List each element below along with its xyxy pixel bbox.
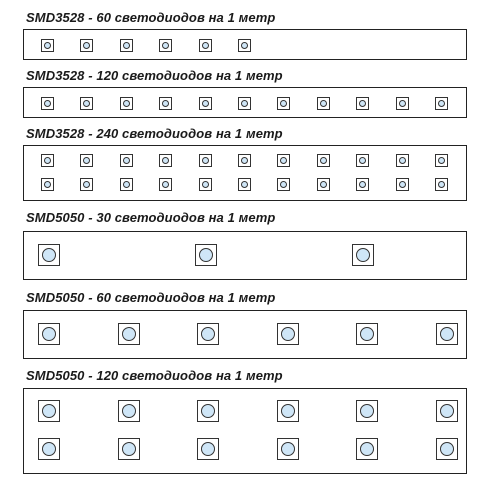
led-lens-icon: [360, 442, 374, 456]
strip-smd5050-120: [23, 388, 467, 474]
led-lens-icon: [440, 327, 454, 341]
led-lens-icon: [359, 181, 366, 188]
led-lens-icon: [280, 100, 287, 107]
led-chip-icon: [197, 438, 219, 460]
led-chip-icon: [277, 178, 290, 191]
led-chip-icon: [317, 178, 330, 191]
led-chip-icon: [277, 154, 290, 167]
led-chip-icon: [356, 178, 369, 191]
led-chip-icon: [396, 178, 409, 191]
strip-title-smd3528-60: SMD3528 - 60 светодиодов на 1 метр: [26, 10, 276, 25]
led-chip-icon: [435, 178, 448, 191]
led-lens-icon: [360, 404, 374, 418]
strip-smd3528-120: [23, 87, 467, 118]
led-lens-icon: [122, 442, 136, 456]
led-chip-icon: [197, 323, 219, 345]
strip-title-smd5050-60: SMD5050 - 60 светодиодов на 1 метр: [26, 290, 276, 305]
strip-title-smd5050-30: SMD5050 - 30 светодиодов на 1 метр: [26, 210, 276, 225]
led-chip-icon: [356, 323, 378, 345]
led-chip-icon: [317, 97, 330, 110]
led-lens-icon: [201, 442, 215, 456]
led-chip-icon: [80, 97, 93, 110]
led-lens-icon: [359, 157, 366, 164]
led-chip-icon: [435, 154, 448, 167]
led-lens-icon: [83, 157, 90, 164]
strip-smd3528-60: [23, 29, 467, 60]
led-lens-icon: [202, 157, 209, 164]
led-lens-icon: [399, 100, 406, 107]
led-chip-icon: [238, 39, 251, 52]
led-chip-icon: [435, 97, 448, 110]
strip-smd5050-60: [23, 310, 467, 359]
led-lens-icon: [162, 157, 169, 164]
led-chip-icon: [197, 400, 219, 422]
led-chip-icon: [199, 97, 212, 110]
led-chip-icon: [396, 154, 409, 167]
led-chip-icon: [436, 400, 458, 422]
led-chip-icon: [238, 154, 251, 167]
led-chip-icon: [120, 154, 133, 167]
led-lens-icon: [281, 442, 295, 456]
led-chip-icon: [41, 178, 54, 191]
led-lens-icon: [201, 327, 215, 341]
led-lens-icon: [83, 100, 90, 107]
led-lens-icon: [281, 404, 295, 418]
led-lens-icon: [44, 181, 51, 188]
led-lens-icon: [162, 100, 169, 107]
led-chip-icon: [195, 244, 217, 266]
led-lens-icon: [280, 181, 287, 188]
strip-title-smd3528-240: SMD3528 - 240 светодиодов на 1 метр: [26, 126, 283, 141]
led-chip-icon: [120, 97, 133, 110]
led-chip-icon: [277, 438, 299, 460]
led-lens-icon: [42, 327, 56, 341]
led-lens-icon: [162, 42, 169, 49]
strip-smd5050-30: [23, 231, 467, 280]
led-chip-icon: [199, 154, 212, 167]
led-chip-icon: [41, 97, 54, 110]
led-lens-icon: [123, 42, 130, 49]
led-lens-icon: [44, 42, 51, 49]
led-lens-icon: [199, 248, 213, 262]
led-lens-icon: [320, 181, 327, 188]
led-chip-icon: [352, 244, 374, 266]
led-lens-icon: [359, 100, 366, 107]
led-chip-icon: [118, 438, 140, 460]
strip-title-smd5050-120: SMD5050 - 120 светодиодов на 1 метр: [26, 368, 283, 383]
led-lens-icon: [438, 157, 445, 164]
led-chip-icon: [277, 323, 299, 345]
led-lens-icon: [399, 181, 406, 188]
led-lens-icon: [438, 181, 445, 188]
led-lens-icon: [202, 100, 209, 107]
led-chip-icon: [277, 400, 299, 422]
led-chip-icon: [356, 438, 378, 460]
led-chip-icon: [120, 39, 133, 52]
led-lens-icon: [83, 42, 90, 49]
led-chip-icon: [41, 39, 54, 52]
led-lens-icon: [201, 404, 215, 418]
led-lens-icon: [123, 181, 130, 188]
led-lens-icon: [122, 404, 136, 418]
led-lens-icon: [438, 100, 445, 107]
led-chip-icon: [238, 178, 251, 191]
led-chip-icon: [159, 154, 172, 167]
led-chip-icon: [356, 400, 378, 422]
led-lens-icon: [241, 157, 248, 164]
led-chip-icon: [238, 97, 251, 110]
led-chip-icon: [199, 39, 212, 52]
led-lens-icon: [356, 248, 370, 262]
led-chip-icon: [80, 39, 93, 52]
strip-smd3528-240: [23, 145, 467, 201]
led-chip-icon: [356, 97, 369, 110]
led-lens-icon: [360, 327, 374, 341]
led-lens-icon: [44, 157, 51, 164]
led-chip-icon: [41, 154, 54, 167]
led-chip-icon: [38, 438, 60, 460]
led-lens-icon: [320, 157, 327, 164]
led-chip-icon: [38, 244, 60, 266]
led-chip-icon: [159, 97, 172, 110]
led-chip-icon: [80, 154, 93, 167]
led-chip-icon: [38, 400, 60, 422]
strip-title-smd3528-120: SMD3528 - 120 светодиодов на 1 метр: [26, 68, 283, 83]
led-chip-icon: [38, 323, 60, 345]
led-chip-icon: [356, 154, 369, 167]
led-chip-icon: [436, 438, 458, 460]
led-lens-icon: [280, 157, 287, 164]
led-lens-icon: [440, 442, 454, 456]
led-chip-icon: [436, 323, 458, 345]
led-lens-icon: [42, 404, 56, 418]
led-chip-icon: [277, 97, 290, 110]
led-lens-icon: [42, 442, 56, 456]
led-chip-icon: [159, 39, 172, 52]
led-lens-icon: [281, 327, 295, 341]
led-chip-icon: [159, 178, 172, 191]
led-chip-icon: [118, 323, 140, 345]
led-chip-icon: [317, 154, 330, 167]
led-lens-icon: [320, 100, 327, 107]
led-chip-icon: [80, 178, 93, 191]
led-lens-icon: [241, 181, 248, 188]
led-lens-icon: [162, 181, 169, 188]
led-lens-icon: [44, 100, 51, 107]
led-lens-icon: [202, 181, 209, 188]
led-chip-icon: [120, 178, 133, 191]
led-chip-icon: [396, 97, 409, 110]
led-lens-icon: [399, 157, 406, 164]
led-lens-icon: [123, 100, 130, 107]
led-lens-icon: [83, 181, 90, 188]
led-lens-icon: [440, 404, 454, 418]
led-lens-icon: [202, 42, 209, 49]
led-lens-icon: [42, 248, 56, 262]
led-lens-icon: [241, 42, 248, 49]
led-chip-icon: [199, 178, 212, 191]
led-lens-icon: [122, 327, 136, 341]
led-lens-icon: [123, 157, 130, 164]
led-chip-icon: [118, 400, 140, 422]
led-lens-icon: [241, 100, 248, 107]
